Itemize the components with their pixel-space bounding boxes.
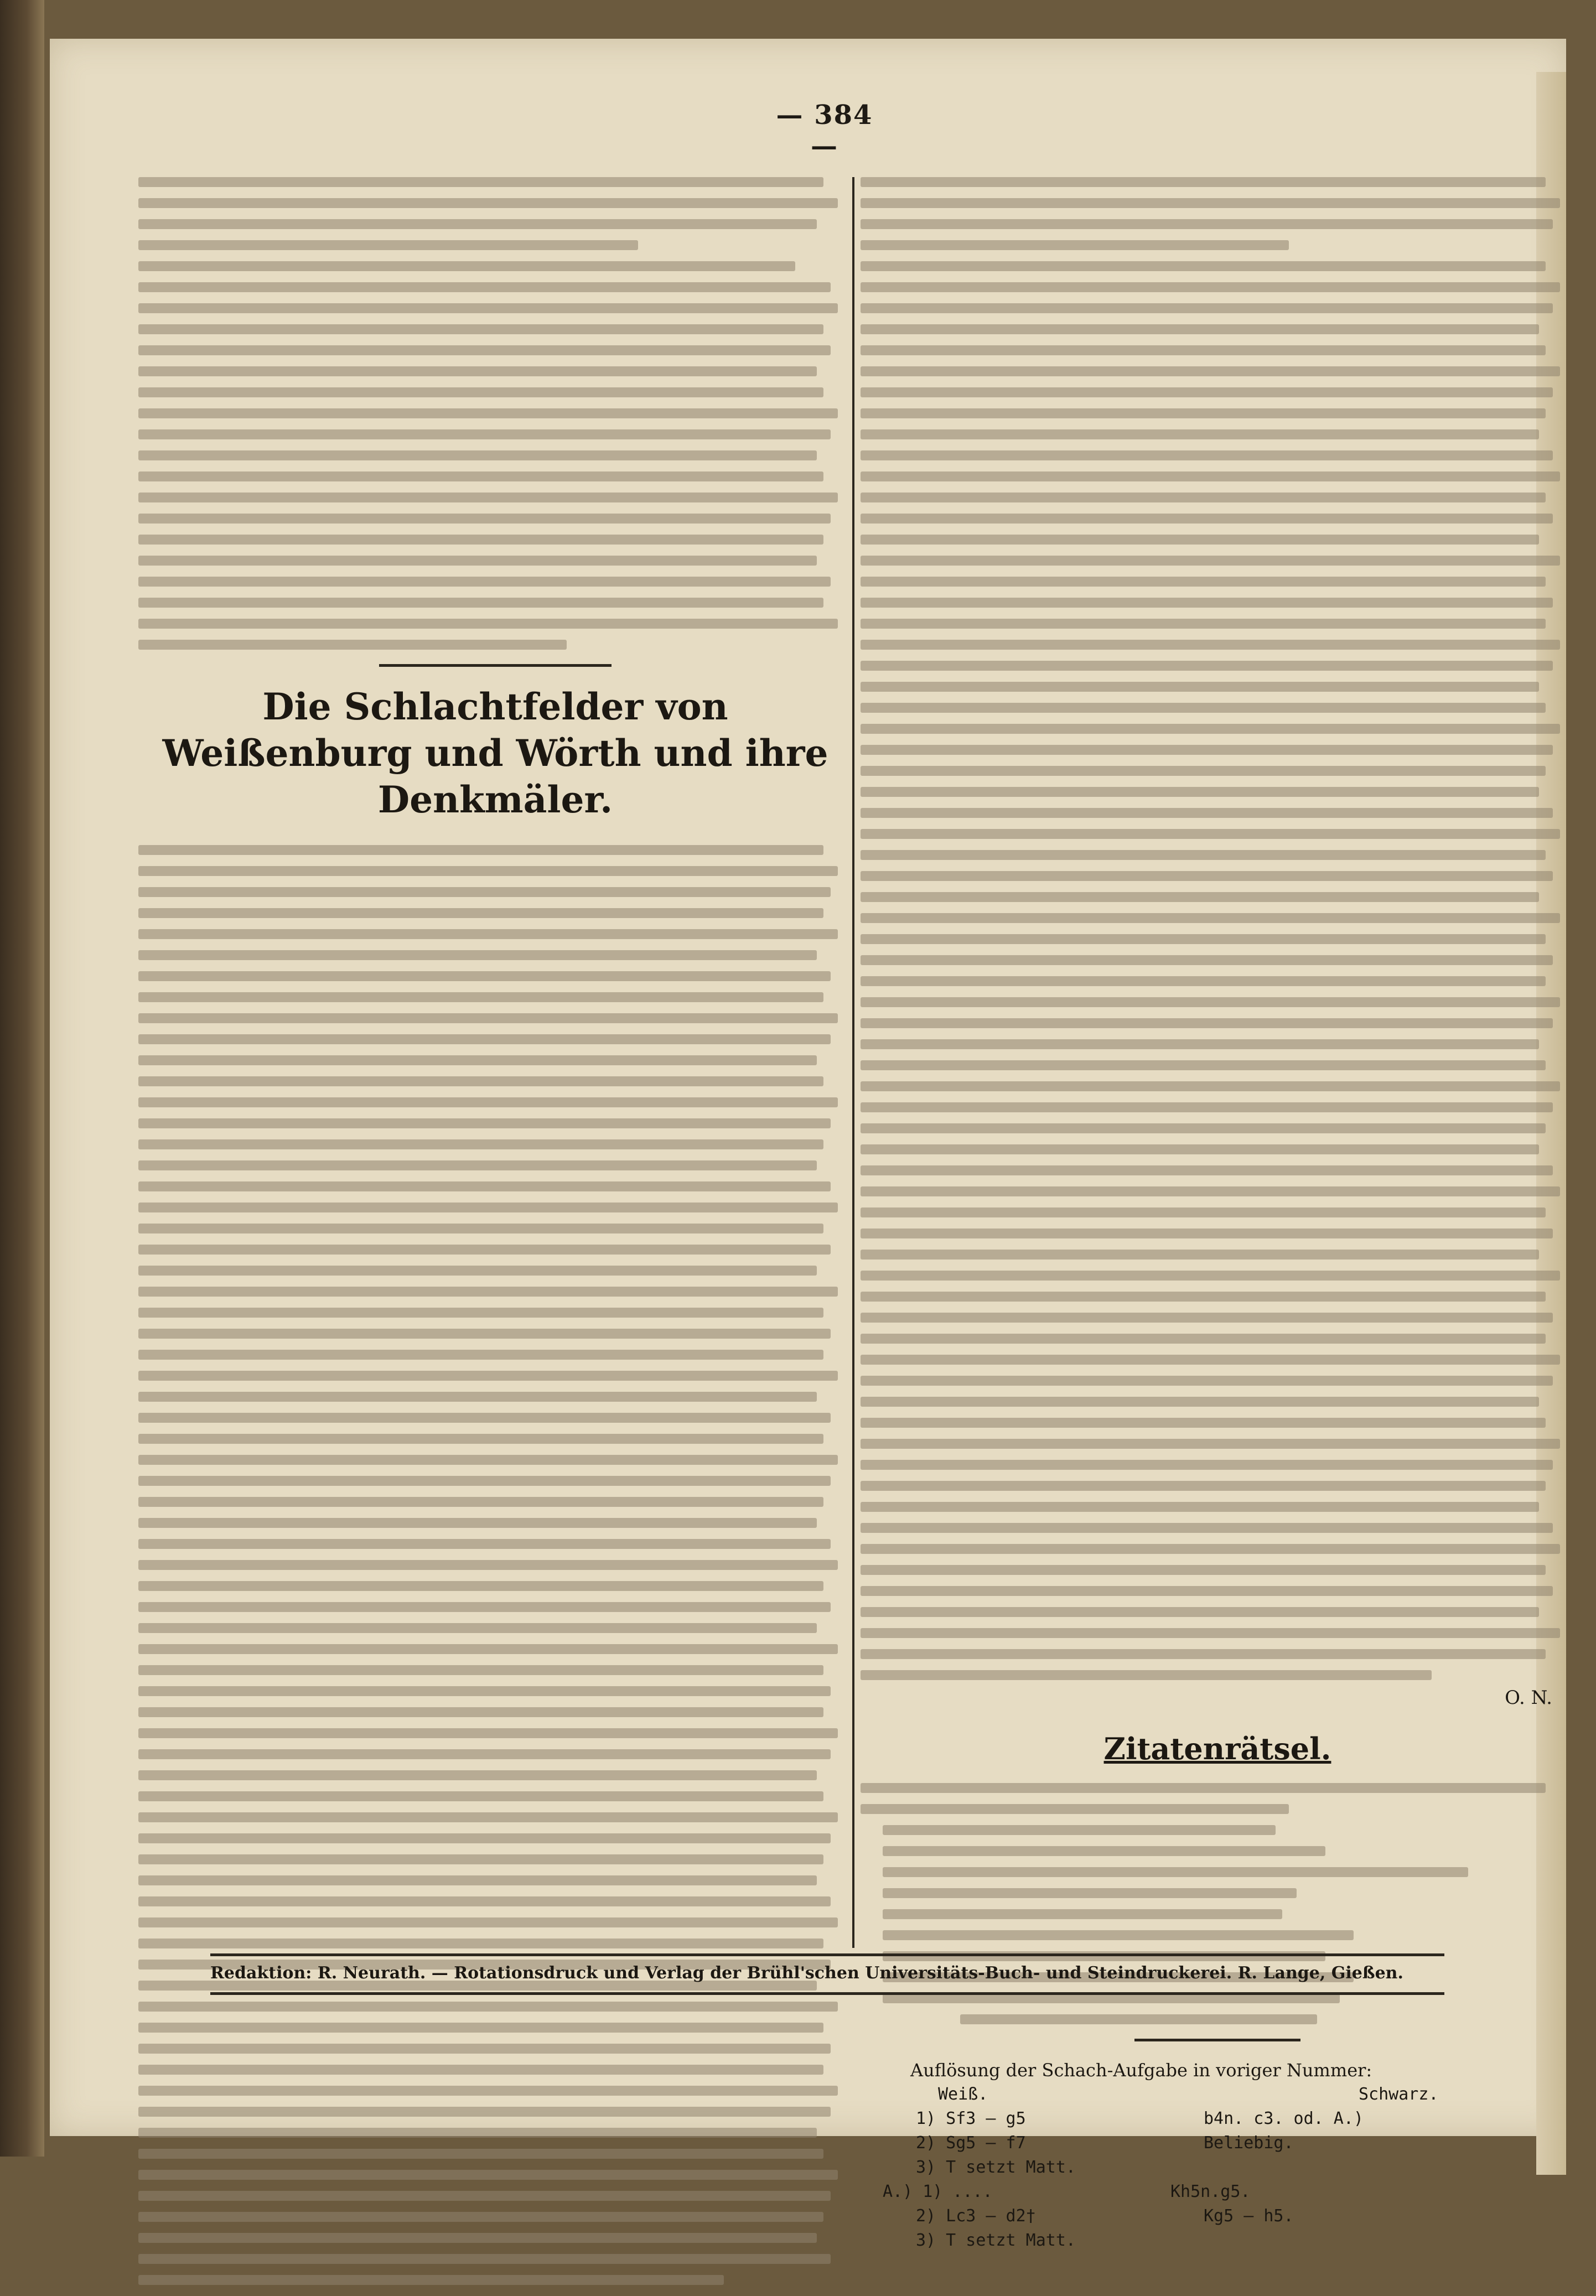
black-move: Beliebig.	[1204, 2133, 1294, 2153]
text-line	[138, 1518, 817, 1528]
text-line	[861, 1039, 1539, 1049]
text-line	[861, 366, 1560, 376]
text-line	[138, 1581, 823, 1591]
text-line	[861, 661, 1553, 671]
text-line	[138, 1749, 831, 1759]
text-line	[861, 1102, 1553, 1112]
black-label: Schwarz.	[1359, 2085, 1439, 2104]
text-line	[138, 556, 817, 566]
text-line	[861, 556, 1560, 566]
text-line	[861, 787, 1539, 797]
text-line	[138, 619, 838, 629]
text-line	[138, 366, 817, 376]
column-divider	[852, 177, 854, 1948]
text-line	[138, 2254, 831, 2264]
text-line	[138, 992, 823, 1002]
text-line	[138, 471, 823, 481]
text-line	[861, 640, 1560, 650]
text-line	[138, 1665, 823, 1675]
text-line	[861, 1502, 1539, 1512]
text-line	[138, 1917, 838, 1927]
text-line	[138, 1896, 831, 1906]
text-line	[861, 493, 1546, 502]
text-line	[138, 1728, 838, 1738]
text-line	[138, 2086, 838, 2096]
text-line	[861, 471, 1560, 481]
text-line	[138, 1854, 823, 1864]
text-line	[138, 971, 831, 981]
text-line	[861, 1460, 1553, 1470]
text-line	[138, 1350, 823, 1360]
text-line	[861, 1229, 1553, 1238]
footer-rule-top	[210, 1953, 1444, 1956]
text-line	[861, 1144, 1539, 1154]
chess-move-row	[861, 2180, 1574, 2204]
text-line	[861, 1607, 1539, 1617]
text-line	[861, 955, 1553, 965]
text-line	[861, 387, 1553, 397]
right-column	[861, 177, 1574, 2253]
text-line	[138, 2107, 831, 2117]
text-line	[861, 1804, 1289, 1814]
white-move: 2) Lc3 — d2†	[916, 2206, 1036, 2226]
text-line	[138, 387, 823, 397]
text-line	[138, 261, 795, 271]
text-line	[861, 871, 1553, 881]
text-line	[861, 1250, 1539, 1260]
text-line	[861, 1649, 1546, 1659]
text-line	[861, 1313, 1553, 1323]
text-line	[138, 1139, 823, 1149]
text-line	[861, 598, 1553, 608]
text-line	[138, 598, 823, 608]
page-number: — 384 —	[776, 100, 873, 162]
text-line	[138, 2275, 724, 2285]
chess-header	[861, 2082, 1574, 2107]
text-line	[861, 808, 1553, 818]
text-line	[138, 1160, 817, 1170]
text-line	[138, 2044, 831, 2054]
text-line	[138, 1833, 831, 1843]
text-line	[138, 2170, 838, 2180]
text-line	[138, 1791, 823, 1801]
text-line	[960, 2014, 1317, 2024]
text-line	[138, 2023, 823, 2033]
text-line	[138, 1118, 831, 1128]
text-line	[861, 450, 1553, 460]
text-line	[861, 934, 1546, 944]
text-line	[883, 1888, 1297, 1898]
text-line	[138, 198, 838, 208]
text-line	[138, 1308, 823, 1318]
text-line	[861, 892, 1539, 902]
text-line	[138, 908, 823, 918]
text-line	[861, 724, 1560, 734]
text-line	[138, 1812, 838, 1822]
text-line	[138, 219, 817, 229]
text-line	[138, 1623, 817, 1633]
footer-rule-bottom	[210, 1992, 1444, 1995]
text-line	[138, 1560, 838, 1570]
text-line	[861, 535, 1539, 545]
text-line	[861, 429, 1539, 439]
text-line	[861, 850, 1546, 860]
section-rule	[1134, 2039, 1300, 2041]
text-line	[138, 845, 823, 855]
text-line	[883, 1846, 1325, 1856]
text-line	[883, 1951, 1325, 1961]
text-line	[138, 514, 831, 524]
text-line	[138, 177, 823, 187]
text-line	[138, 345, 831, 355]
chess-title: Auflösung der Schach-Aufgabe in voriger Nummer:	[910, 2060, 1372, 2081]
text-line	[861, 976, 1546, 986]
text-line	[861, 1081, 1560, 1091]
text-line	[861, 1165, 1553, 1175]
text-line	[883, 1930, 1354, 1940]
white-label: Weiß.	[938, 2085, 988, 2104]
text-line	[138, 640, 567, 650]
text-line	[138, 887, 831, 897]
text-line	[861, 1565, 1546, 1575]
chess-move-row	[861, 2228, 1574, 2253]
text-line	[861, 324, 1539, 334]
chess-solution	[861, 2058, 1574, 2253]
text-line	[138, 1413, 831, 1423]
white-move: 3) T setzt Matt.	[916, 2158, 1076, 2177]
chess-move-row	[861, 2107, 1574, 2131]
text-line	[861, 766, 1546, 776]
text-line	[138, 1602, 831, 1612]
text-line	[861, 177, 1546, 187]
text-line	[883, 1909, 1282, 1919]
text-line	[138, 1076, 823, 1086]
chess-move-row	[861, 2204, 1574, 2228]
text-line	[138, 429, 831, 439]
white-move: A.) 1) ....	[883, 2182, 993, 2201]
text-line	[861, 1207, 1546, 1217]
article-body	[138, 845, 852, 2285]
text-line	[138, 1539, 831, 1549]
article-headline: Die Schlachtfelder von Weißenburg und Wörth und ihre Denkmäler.	[162, 685, 828, 821]
text-line	[861, 261, 1546, 271]
chess-move-row	[861, 2155, 1574, 2180]
text-line	[138, 1476, 831, 1486]
text-line	[138, 535, 823, 545]
story-continuation	[138, 177, 852, 650]
white-move: 1) Sf3 — g5	[916, 2109, 1026, 2128]
text-line	[138, 1287, 838, 1297]
text-line	[138, 1497, 823, 1507]
text-line	[861, 1334, 1546, 1344]
text-line	[138, 240, 638, 250]
text-line	[138, 2128, 817, 2138]
text-line	[138, 2149, 823, 2159]
text-line	[861, 682, 1539, 692]
text-line	[138, 2002, 838, 2012]
text-line	[138, 1224, 823, 1233]
text-line	[861, 1271, 1560, 1281]
imprint-line: Redaktion: R. Neurath. — Rotationsdruck und Verlag der Brühl'schen Universitäts-Buch- und Steindruckerei. R. Lange, Gießen.	[210, 1963, 1403, 1983]
text-line	[861, 198, 1560, 208]
text-line	[861, 1418, 1546, 1428]
text-line	[861, 1060, 1546, 1070]
riddle-body	[861, 1783, 1574, 2024]
text-line	[861, 577, 1546, 587]
text-line	[138, 1055, 817, 1065]
text-line	[861, 1523, 1553, 1533]
text-line	[861, 240, 1289, 250]
text-line	[138, 324, 823, 334]
text-line	[138, 866, 838, 876]
white-move: 3) T setzt Matt.	[916, 2231, 1076, 2250]
text-line	[138, 1875, 817, 1885]
text-line	[861, 997, 1560, 1007]
text-line	[861, 1292, 1546, 1302]
text-line	[138, 1181, 831, 1191]
text-line	[138, 929, 838, 939]
text-line	[861, 1439, 1560, 1449]
text-line	[138, 1329, 831, 1339]
text-line	[138, 1013, 838, 1023]
text-line	[138, 1434, 823, 1444]
text-line	[138, 1939, 823, 1948]
text-line	[861, 619, 1546, 629]
text-line	[138, 950, 817, 960]
text-line	[138, 1371, 838, 1381]
text-line	[861, 303, 1553, 313]
text-line	[138, 1097, 838, 1107]
text-line	[861, 345, 1546, 355]
author-signature: O. N.	[1505, 1687, 1552, 1709]
text-line	[883, 1867, 1468, 1877]
text-line	[138, 408, 838, 418]
text-line	[138, 450, 817, 460]
text-line	[861, 745, 1553, 755]
text-line	[138, 1034, 831, 1044]
book-binding	[0, 0, 44, 2157]
text-line	[138, 1707, 823, 1717]
text-line	[138, 2212, 823, 2222]
text-line	[138, 1770, 817, 1780]
text-line	[861, 514, 1553, 524]
text-line	[138, 1392, 817, 1402]
text-line	[861, 1481, 1546, 1491]
text-line	[138, 303, 838, 313]
white-move: 2) Sg5 — f7	[916, 2133, 1026, 2153]
black-move: Kh5n.g5.	[1170, 2182, 1251, 2201]
text-line	[138, 2065, 823, 2075]
text-line	[138, 1644, 838, 1654]
text-line	[861, 829, 1560, 839]
text-line	[138, 282, 831, 292]
text-line	[861, 282, 1560, 292]
text-line	[138, 1686, 831, 1696]
article-continuation	[861, 177, 1574, 1680]
chess-move-row	[861, 2131, 1574, 2155]
text-line	[861, 1186, 1560, 1196]
text-line	[861, 703, 1546, 713]
text-line	[883, 1825, 1276, 1835]
text-line	[861, 1544, 1560, 1554]
text-line	[138, 577, 831, 587]
text-line	[861, 1123, 1546, 1133]
black-move: Kg5 — h5.	[1204, 2206, 1294, 2226]
text-line	[861, 408, 1546, 418]
text-line	[861, 1628, 1560, 1638]
black-move: b4n. c3. od. A.)	[1204, 2109, 1364, 2128]
text-line	[861, 1670, 1432, 1680]
text-line	[138, 493, 838, 502]
text-line	[861, 1376, 1553, 1386]
text-line	[138, 1203, 838, 1212]
text-line	[138, 1245, 831, 1255]
text-line	[861, 1783, 1546, 1793]
riddle-title: Zitatenrätsel.	[1103, 1731, 1331, 1766]
text-line	[861, 219, 1553, 229]
section-rule	[379, 664, 612, 667]
text-line	[138, 1266, 817, 1276]
text-line	[138, 2233, 817, 2243]
text-line	[861, 1018, 1553, 1028]
text-line	[861, 1586, 1553, 1596]
text-line	[861, 1355, 1560, 1365]
text-line	[861, 1397, 1539, 1407]
text-line	[138, 2191, 831, 2201]
text-line	[138, 1455, 838, 1465]
text-line	[861, 913, 1560, 923]
